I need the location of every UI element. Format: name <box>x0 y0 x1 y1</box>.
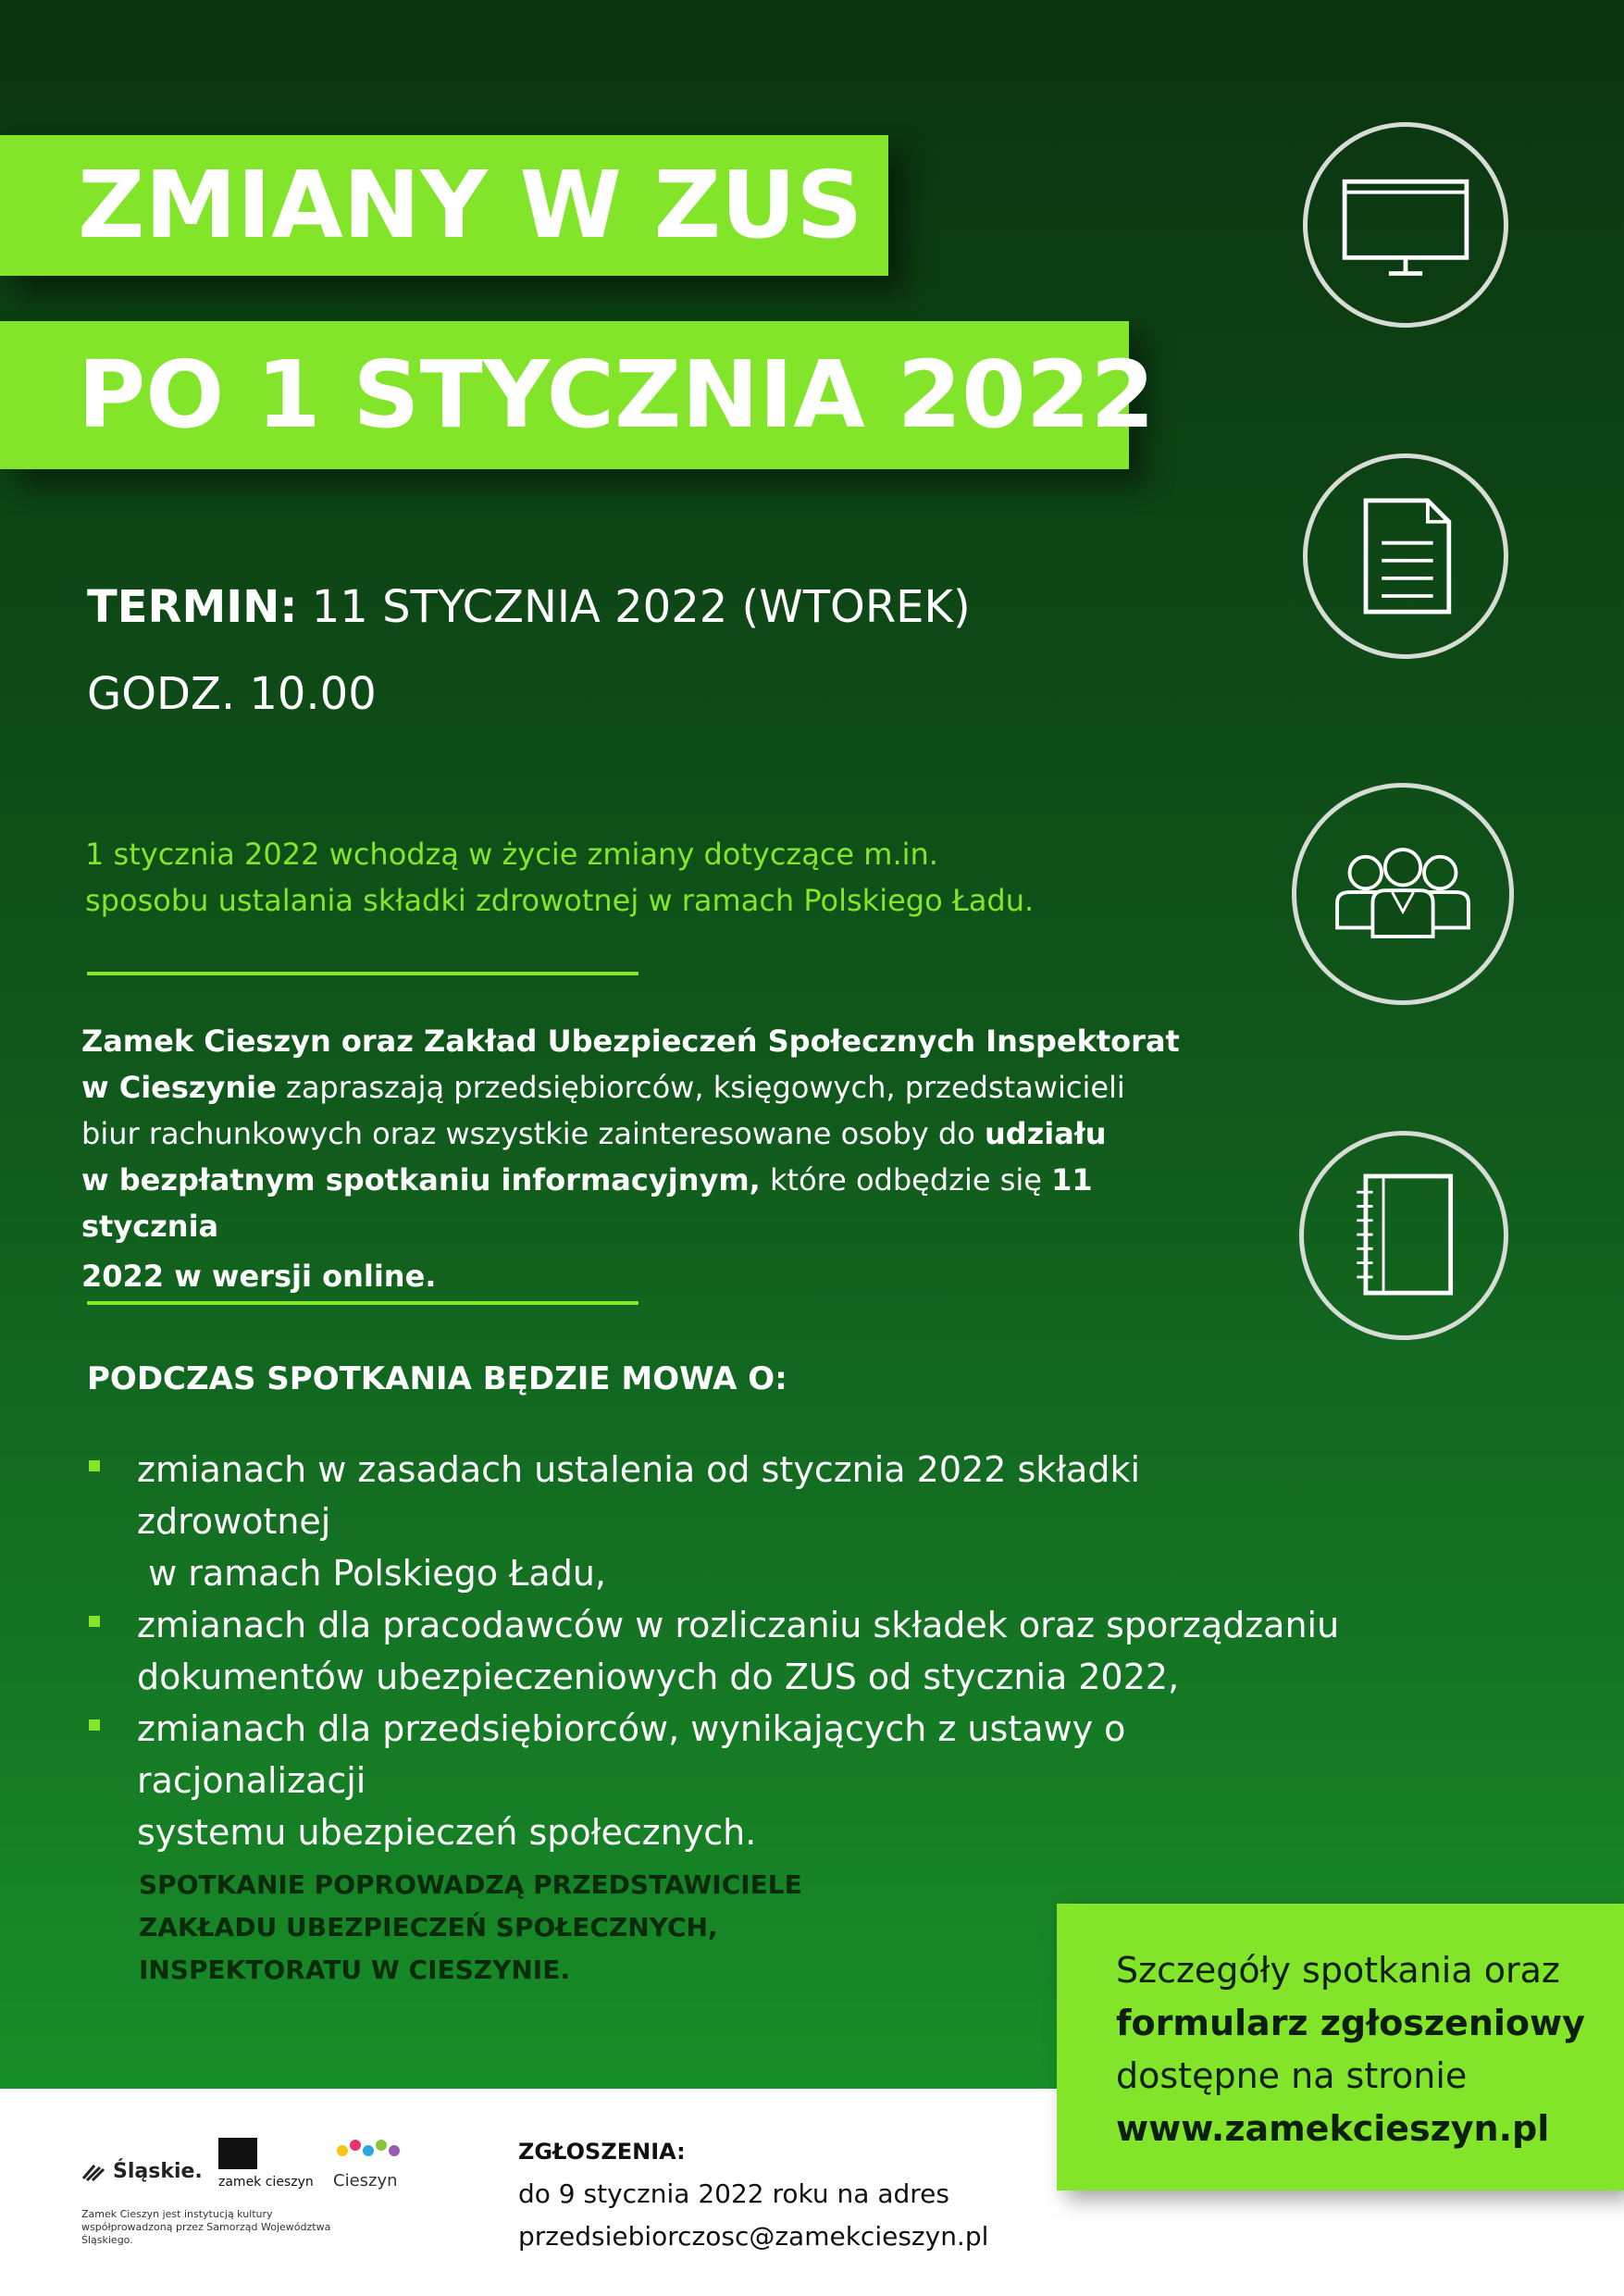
list-item <box>85 1703 1344 1858</box>
logo-zamek-cieszyn <box>218 2138 320 2193</box>
info-line3: dostępne na stronie <box>1116 2055 1468 2096</box>
title-banner-line1 <box>0 135 888 276</box>
presenters-note <box>139 1864 879 1992</box>
topic-3-line1: zmianach dla przedsiębiorców, wynikających z ustawy o racjonalizacji <box>137 1708 1126 1801</box>
list-item <box>85 1444 1344 1599</box>
topic-1-line1: zmianach w zasadach ustalenia od stycznia 2022 składki zdrowotnej <box>137 1449 1141 1542</box>
registration-info <box>518 2130 988 2258</box>
termin-date: 11 STYCZNIA 2022 (WTOREK) <box>297 581 971 633</box>
intro-text <box>85 831 1196 924</box>
event-time: GODZ. 10.00 <box>87 668 377 720</box>
notebook-icon <box>1299 1131 1508 1340</box>
cieszyn-dot-5 <box>389 2145 400 2156</box>
logos-note: Zamek Cieszyn jest instytucją kultury współprowadzoną przez Samorząd Województwa Śląskiego. <box>81 2208 331 2246</box>
title-line1: ZMIANY W ZUS <box>78 151 863 259</box>
description <box>81 1018 1220 1299</box>
topic-2-line2: dokumentów ubezpieczeniowych do ZUS od stycznia 2022, <box>137 1657 1180 1697</box>
desc-b3: udziału <box>984 1116 1107 1151</box>
intro-line1: 1 stycznia 2022 wchodzą w życie zmiany dotyczące m.in. <box>85 837 938 872</box>
slaskie-logo-icon <box>81 2162 105 2182</box>
cieszyn-dot-3 <box>363 2145 374 2156</box>
castle-logo-icon <box>218 2138 257 2169</box>
registration-email[interactable]: przedsiebiorczosc@zamekcieszyn.pl <box>518 2221 989 2252</box>
website-link[interactable]: www.zamekcieszyn.pl <box>1116 2108 1550 2149</box>
termin-label: TERMIN: <box>87 581 298 633</box>
presenters-line1: SPOTKANIE POPROWADZĄ PRZEDSTAWICIELE <box>139 1869 802 1900</box>
desc-b6: 2022 w wersji online. <box>81 1259 437 1294</box>
registration-deadline: do 9 stycznia 2022 roku na adres <box>518 2178 949 2209</box>
separator-1 <box>87 972 638 975</box>
desc-t1: zapraszają przedsiębiorców, księgowych, przedstawicieli <box>276 1070 1125 1105</box>
monitor-icon <box>1303 122 1508 328</box>
info-line1: Szczegóły spotkania oraz <box>1116 1950 1560 1991</box>
topics-heading: PODCZAS SPOTKANIA BĘDZIE MOWA O: <box>87 1360 787 1397</box>
title-banner-line2 <box>0 321 1155 469</box>
info-box <box>1057 1904 1624 2191</box>
topics-list <box>85 1444 1344 1858</box>
presenters-line3: INSPEKTORATU W CIESZYNIE. <box>139 1955 570 1985</box>
registration-heading: ZGŁOSZENIA: <box>518 2139 686 2165</box>
presenters-line2: ZAKŁADU UBEZPIECZEŃ SPOŁECZNYCH, <box>139 1912 718 1942</box>
logo-slaskie <box>81 2160 203 2183</box>
desc-b2: w Cieszynie <box>81 1070 277 1105</box>
desc-b1: Zamek Cieszyn oraz Zakład Ubezpieczeń Społecznych Inspektorat <box>81 1024 1180 1059</box>
desc-t3: które odbędzie się <box>760 1162 1052 1198</box>
desc-b4: w bezpłatnym spotkaniu informacyjnym, <box>81 1162 761 1198</box>
zamek-text: zamek cieszyn <box>218 2175 314 2190</box>
people-icon <box>1292 783 1514 1005</box>
cieszyn-dot-2 <box>350 2140 361 2151</box>
topic-3-line2: systemu ubezpieczeń społecznych. <box>137 1812 757 1853</box>
logo-cieszyn <box>333 2136 416 2201</box>
separator-2 <box>87 1301 638 1305</box>
cieszyn-text: Cieszyn <box>333 2171 398 2191</box>
info-line2: formularz zgłoszeniowy <box>1116 2003 1585 2043</box>
event-date <box>87 581 971 633</box>
list-item <box>85 1599 1344 1703</box>
desc-t2: biur rachunkowych oraz wszystkie zainteresowane osoby do <box>81 1116 985 1151</box>
cieszyn-logo-icon <box>337 2145 348 2156</box>
intro-line2: sposobu ustalania składki zdrowotnej w ramach Polskiego Ładu. <box>85 883 1035 918</box>
topic-2-line1: zmianach dla pracodawców w rozliczaniu składek oraz sporządzaniu <box>137 1605 1340 1645</box>
slaskie-text: Śląskie. <box>113 2160 203 2183</box>
document-icon <box>1303 453 1508 659</box>
title-line2: PO 1 STYCZNIA 2022 <box>78 341 1155 449</box>
cieszyn-dot-4 <box>376 2140 387 2151</box>
desc-b5: 11 stycznia <box>81 1162 1093 1244</box>
topic-1-line2: w ramach Polskiego Ładu, <box>137 1553 606 1594</box>
